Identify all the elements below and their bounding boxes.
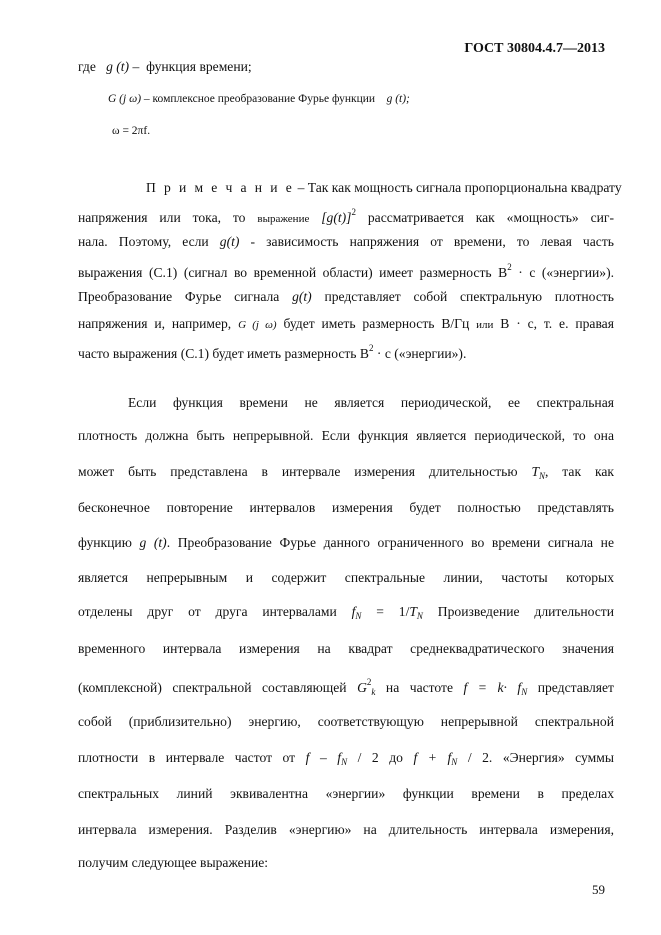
- page-number: 59: [592, 882, 605, 897]
- note-text: нала. Поэтому, если: [78, 234, 209, 249]
- body-line-6: является непрерывным и содержит спектральные линии, частоты которых: [78, 570, 614, 585]
- subscript: N: [521, 687, 528, 697]
- symbol-G: G: [357, 680, 367, 695]
- standard-header: ГОСТ 30804.4.7—2013: [464, 41, 605, 56]
- symbol-f: f: [447, 750, 452, 765]
- note-text: представляет собой спектральную плотность: [324, 289, 614, 304]
- body-line-2: плотность должна быть непрерывной. Если функция является периодической, то она: [78, 428, 614, 443]
- equals-sign: = 1/: [376, 604, 410, 619]
- body-text: / 2 до: [357, 750, 403, 765]
- symbol-f: f +: [413, 750, 437, 765]
- body-text: функцию: [78, 535, 132, 550]
- body-line-1: Если функция времени не является периодической, ее спектральная: [128, 395, 614, 410]
- body-text: , так как: [545, 464, 614, 479]
- subscript: N: [355, 611, 362, 621]
- symbol-f: f: [337, 750, 342, 765]
- frequency-step-formula: [352, 604, 423, 619]
- note-line-3: [78, 234, 614, 250]
- body-text: / 2. «Энергия» суммы: [467, 750, 614, 765]
- note-line-5: [78, 289, 614, 305]
- body-text: представляет: [537, 680, 615, 695]
- body-text: Произведение длительности: [437, 604, 615, 619]
- exponent: 2: [507, 262, 512, 272]
- body-line-9: [78, 677, 614, 697]
- note-line-2: [78, 207, 614, 226]
- subscript: N: [451, 757, 458, 767]
- exponent: 2: [366, 677, 372, 687]
- note-label: П р и м е ч а н и е: [146, 180, 295, 195]
- symbol-f: f –: [305, 750, 327, 765]
- note-text: часто выражения (С.1) будет иметь размерность В: [78, 346, 369, 361]
- body-text: может быть представлена в интервале измерения длительностью: [78, 464, 518, 479]
- function-symbol: g (t): [139, 535, 167, 550]
- frequency-formula: [464, 680, 528, 695]
- body-text: плотности в интервале частот от: [78, 750, 296, 765]
- body-line-13: интервала измерения. Разделив «энергию» на длительность интервала измерения,: [78, 822, 614, 837]
- exponent: 2: [368, 343, 374, 353]
- note-line-1: [146, 180, 622, 196]
- definition-G-arg: g (t);: [386, 93, 410, 105]
- body-line-3: [78, 464, 614, 481]
- note-text: В · с, т. е. правая: [500, 316, 614, 331]
- period-symbol: [531, 464, 545, 479]
- body-line-12: спектральных линий эквивалентна «энергии» функции времени в пределах: [78, 786, 614, 801]
- note-text: будет иметь размерность В/Гц: [283, 316, 470, 331]
- note-line-4: [78, 262, 614, 281]
- definition-G-symbol: G (j ω): [108, 93, 142, 105]
- note-text: Преобразование Фурье сигнала: [78, 289, 280, 304]
- body-line-4: бесконечное повторение интервалов измерения будет полностью представлять: [78, 500, 614, 515]
- definition-g-symbol: g (t) –: [106, 59, 140, 74]
- body-text: отделены друг от друга интервалами: [78, 604, 337, 619]
- definition-where: где: [78, 59, 96, 74]
- note-text: · с («энергии»).: [518, 265, 615, 280]
- body-line-5: [78, 535, 614, 551]
- note-text: рассматривается как «мощность» сиг-: [367, 210, 615, 225]
- note-text: напряжения или тока, то: [78, 210, 246, 225]
- subscript: N: [341, 757, 348, 767]
- function-symbol: G (j ω): [238, 319, 277, 331]
- subscript: k: [371, 687, 376, 697]
- body-line-10: собой (приблизительно) энергию, соответствующую непрерывной спектральной: [78, 714, 614, 729]
- power-expression: [g(t)]: [321, 210, 352, 225]
- definition-G-text: – комплексное преобразование Фурье функции: [143, 93, 376, 105]
- symbol-T: T: [409, 604, 417, 619]
- body-line-14: получим следующее выражение:: [78, 855, 269, 870]
- note-text: · с («энергии»).: [376, 346, 467, 361]
- body-text: на частоте: [385, 680, 453, 695]
- note-text-small: или: [476, 319, 494, 331]
- definition-g-text: функция времени;: [146, 59, 252, 74]
- note-line-7: [78, 343, 466, 362]
- spectral-component-symbol: [357, 677, 376, 697]
- note-text: – Так как мощность сигнала пропорциональна квадрату: [297, 180, 622, 195]
- note-text: - зависимость напряжения от времени, то левая часть: [250, 234, 614, 249]
- body-text: (комплексной) спектральной составляющей: [78, 680, 347, 695]
- symbol-f: f = k· f: [463, 680, 522, 695]
- definition-G: [108, 93, 410, 105]
- symbol-T: T: [531, 464, 539, 479]
- subscript: N: [539, 471, 546, 481]
- definition-g: [78, 59, 252, 75]
- body-line-11: [78, 750, 614, 767]
- body-line-8: временного интервала измерения на квадрат среднеквадратического значения: [78, 641, 614, 656]
- symbol-f: f: [351, 604, 356, 619]
- note-line-6: [78, 316, 614, 332]
- body-line-7: [78, 604, 614, 621]
- exponent: 2: [351, 207, 356, 217]
- note-text-small: выражение: [257, 213, 310, 225]
- note-text: выражения (С.1) (сигнал во временной области) имеет размерность В: [78, 265, 508, 280]
- function-symbol: g(t): [292, 289, 312, 304]
- definition-omega: ω = 2πf.: [112, 125, 151, 137]
- subscript: N: [416, 611, 423, 621]
- function-symbol: g(t): [219, 234, 240, 249]
- body-text: . Преобразование Фурье данного ограниченного во времени сигнала не: [166, 535, 614, 550]
- note-text: напряжения и, например,: [78, 316, 232, 331]
